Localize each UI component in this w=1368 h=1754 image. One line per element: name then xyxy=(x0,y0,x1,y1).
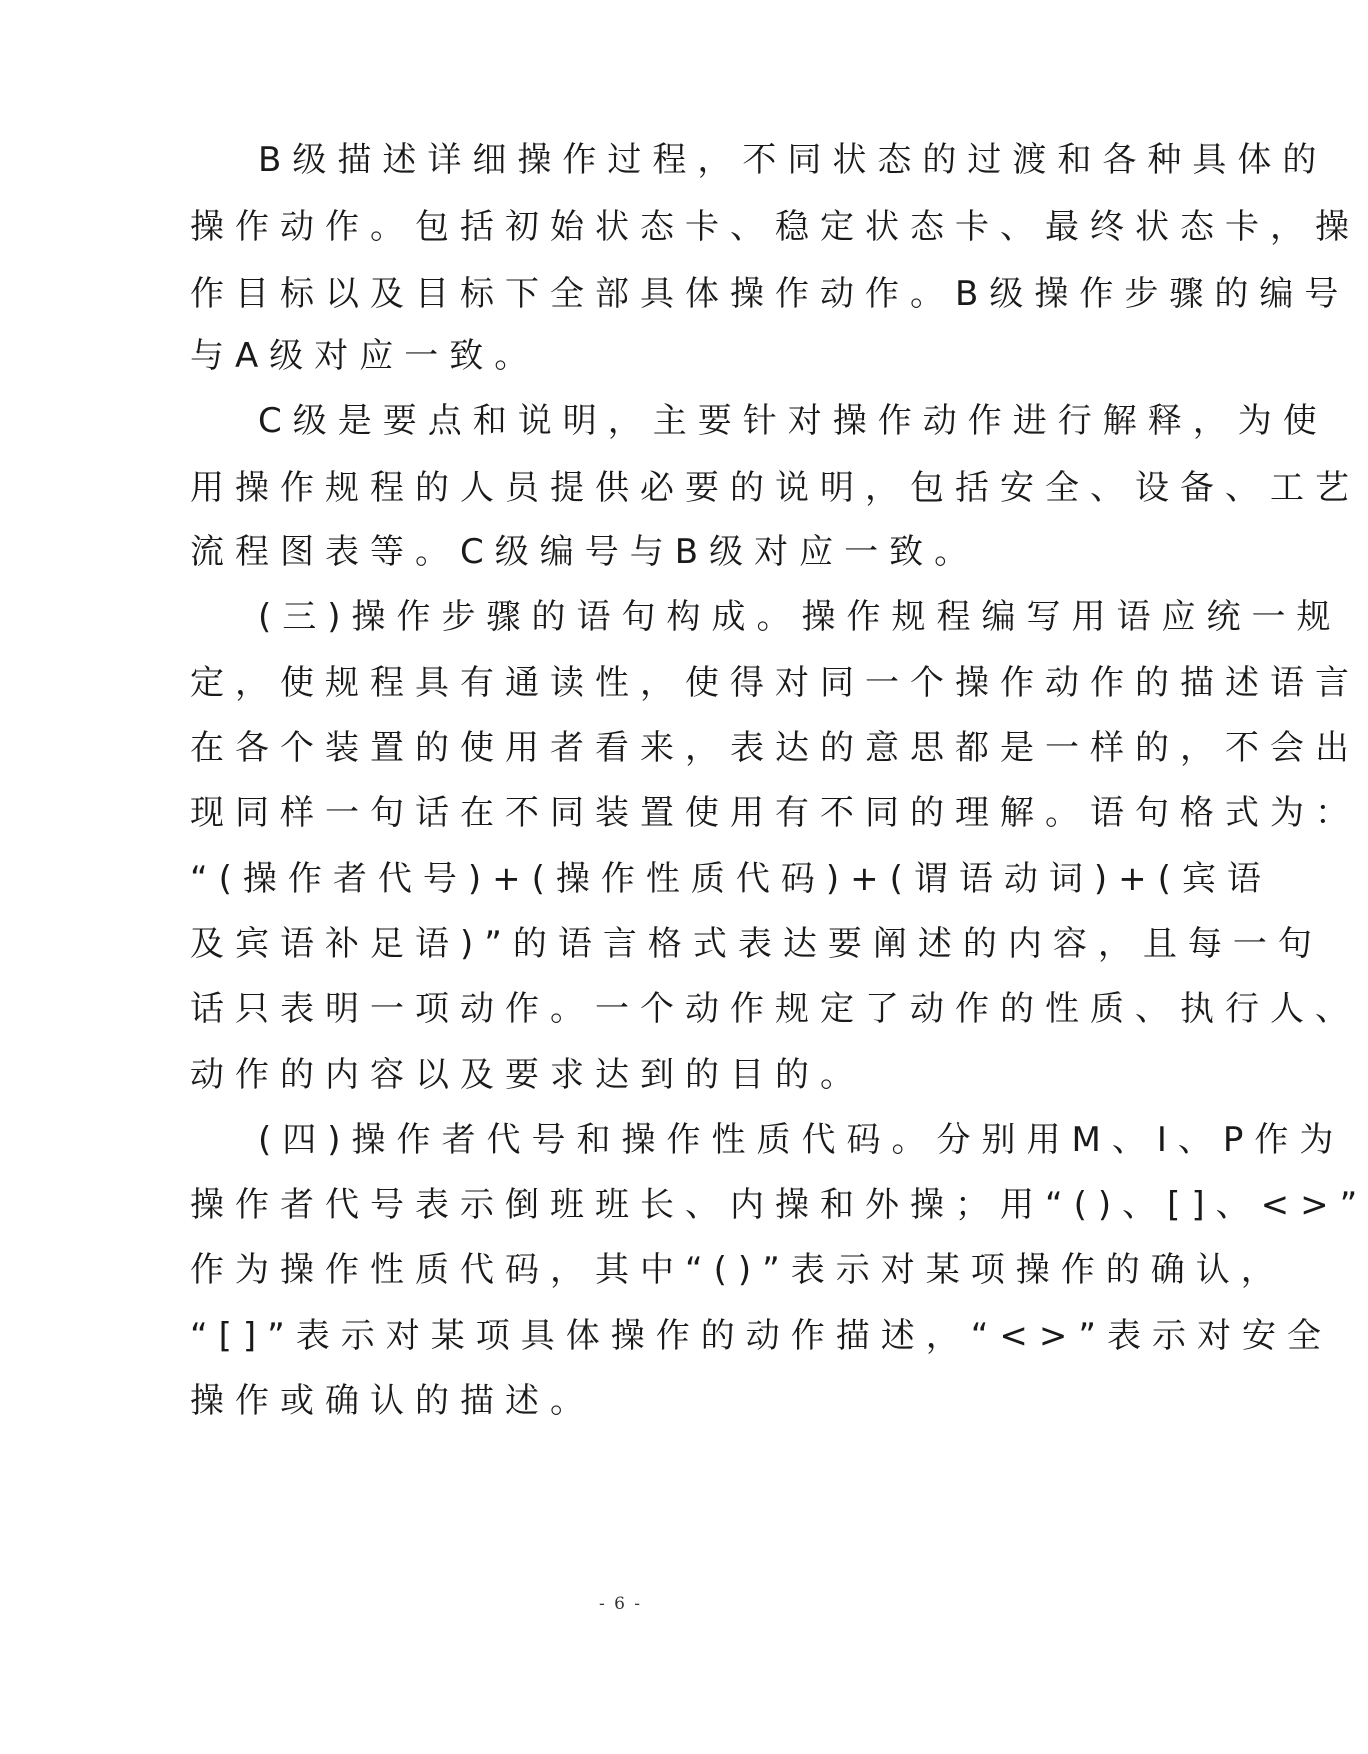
body-text-line: 与A级对应一致。 xyxy=(190,336,540,376)
body-text-line: 作目标以及目标下全部具体操作动作。B级操作步骤的编号 xyxy=(190,274,1350,314)
body-text-line: 作为操作性质代码，其中“()”表示对某项操作的确认， xyxy=(190,1250,1286,1290)
body-text-line: (四)操作者代号和操作性质代码。分别用M、I、P作为 xyxy=(258,1120,1345,1160)
body-text-line: B级描述详细操作过程，不同状态的过渡和各种具体的 xyxy=(258,140,1328,180)
body-text-line: 在各个装置的使用者看来，表达的意思都是一样的，不会出 xyxy=(190,728,1360,768)
body-text-line: 操作者代号表示倒班班长、内操和外操；用“()、[]、<>” xyxy=(190,1185,1368,1225)
page-number: - 6 - xyxy=(598,1594,643,1614)
body-text-line: “[]”表示对某项具体操作的动作描述，“<>”表示对安全 xyxy=(190,1316,1332,1356)
body-text-line: (三)操作步骤的语句构成。操作规程编写用语应统一规 xyxy=(258,597,1342,637)
body-text-line: 流程图表等。C级编号与B级对应一致。 xyxy=(190,532,980,572)
body-text-line: 话只表明一项动作。一个动作规定了动作的性质、执行人、 xyxy=(190,989,1360,1029)
body-text-line: 动作的内容以及要求达到的目的。 xyxy=(190,1055,865,1095)
body-text-line: “(操作者代号)+(操作性质代码)+(谓语动词)+(宾语 xyxy=(190,859,1272,899)
body-text-line: 现同样一句话在不同装置使用有不同的理解。语句格式为： xyxy=(190,793,1360,833)
body-text-line: 定，使规程具有通读性，使得对同一个操作动作的描述语言 xyxy=(190,663,1360,703)
body-text-line: 用操作规程的人员提供必要的说明，包括安全、设备、工艺 xyxy=(190,468,1360,508)
body-text-line: C级是要点和说明，主要针对操作动作进行解释，为使 xyxy=(258,401,1328,441)
body-text-line: 操作动作。包括初始状态卡、稳定状态卡、最终状态卡，操 xyxy=(190,207,1360,247)
body-text-line: 及宾语补足语)”的语言格式表达要阐述的内容，且每一句 xyxy=(190,924,1323,964)
body-text-line: 操作或确认的描述。 xyxy=(190,1381,595,1421)
